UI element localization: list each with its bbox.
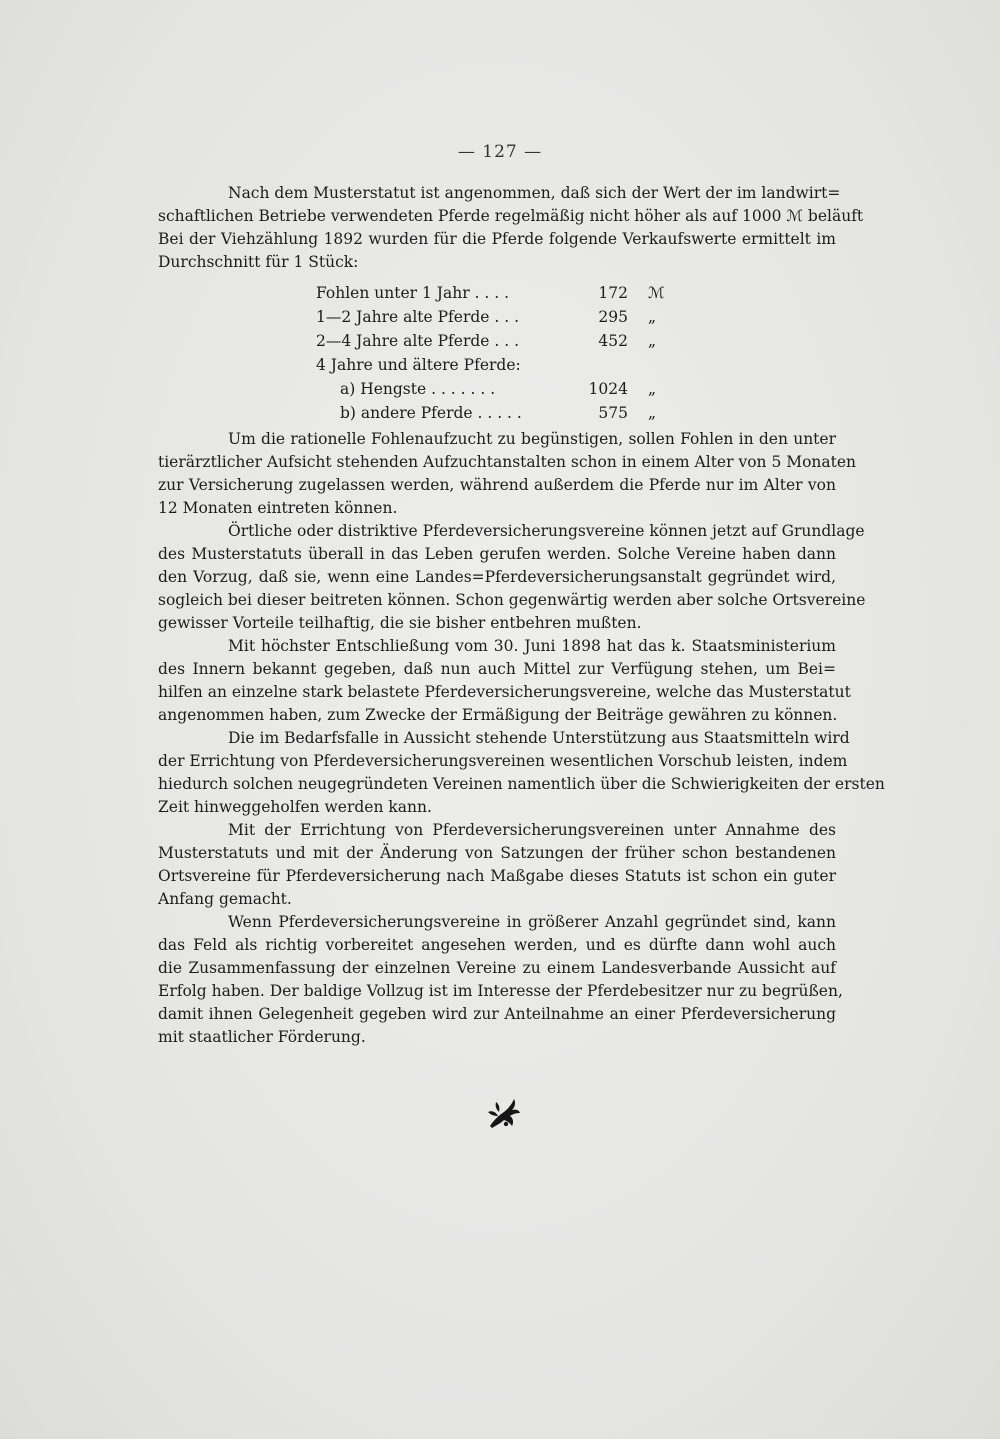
text-line: Durchschnitt für 1 Stück:	[158, 253, 359, 271]
row-label: Fohlen unter 1 Jahr . . . .	[316, 284, 510, 302]
text-line: Mit höchster Entschließung vom 30. Juni 1898 hat das k. Staatsministerium	[228, 637, 836, 655]
row-label: 1—2 Jahre alte Pferde . . .	[316, 308, 520, 326]
text-line: das Feld als richtig vorbereitet angesehen werden, und es dürfte dann wohl auch	[158, 936, 836, 954]
row-unit: „	[648, 404, 657, 422]
table-row	[316, 281, 676, 305]
row-value: 172	[598, 284, 628, 302]
text-line: Erfolg haben. Der baldige Vollzug ist im Interesse der Pferdebesitzer nur zu begrüßen,	[158, 982, 843, 1000]
text-line: Zeit hinweggeholfen werden kann.	[158, 798, 432, 816]
text-line: Anfang gemacht.	[158, 890, 292, 908]
text-line: Nach dem Musterstatut ist angenommen, daß sich der Wert der im landwirt=	[228, 184, 841, 202]
text-line: sogleich bei dieser beitreten können. Schon gegenwärtig werden aber solche Ortsvereine	[158, 591, 866, 609]
row-label: 4 Jahre und ältere Pferde:	[316, 356, 521, 374]
text-line: Mit der Errichtung von Pferdeversicherungsvereinen unter Annahme des	[228, 821, 836, 839]
table-row	[316, 305, 676, 329]
row-value: 1024	[588, 380, 628, 398]
page-number: — 127 —	[457, 142, 543, 162]
text-line: Wenn Pferdeversicherungsvereine in größerer Anzahl gegründet sind, kann	[228, 913, 836, 931]
intro-paragraph	[158, 182, 864, 274]
paragraph-ortsvereine	[158, 520, 866, 635]
text-line: Die im Bedarfsfalle in Aussicht stehende Unterstützung aus Staatsmitteln wird	[228, 729, 850, 747]
text-line: Ortsvereine für Pferdeversicherung nach Maßgabe dieses Statuts ist schon ein guter	[158, 867, 836, 885]
text-line: tierärztlicher Aufsicht stehenden Aufzuchtanstalten schon in einem Alter von 5 Monaten	[158, 453, 857, 471]
row-unit: „	[648, 308, 657, 326]
paragraph-errichtung	[158, 819, 836, 911]
text-line: Um die rationelle Fohlenaufzucht zu begünstigen, sollen Fohlen in den unter	[228, 430, 836, 448]
row-value: 295	[598, 308, 628, 326]
paragraph-landesverband	[158, 911, 843, 1049]
table-row	[316, 377, 676, 401]
text-line: hiedurch solchen neugegründeten Vereinen namentlich über die Schwierigkeiten der ersten	[158, 775, 885, 793]
text-line: mit staatlicher Förderung.	[158, 1028, 366, 1046]
text-line: die Zusammenfassung der einzelnen Vereine zu einem Landesverbande Aussicht auf	[158, 959, 836, 977]
text-line: des Musterstatuts überall in das Leben gerufen werden. Solche Vereine haben dann	[158, 545, 836, 563]
text-line: 12 Monaten eintreten können.	[158, 499, 398, 517]
text-line: angenommen haben, zum Zwecke der Ermäßigung der Beiträge gewähren zu können.	[158, 706, 838, 724]
fleuron-ornament-icon	[484, 1094, 524, 1134]
text-line: den Vorzug, daß sie, wenn eine Landes=Pferdeversicherungsanstalt gegründet wird,	[158, 568, 836, 586]
row-value: 452	[598, 332, 628, 350]
paragraph-fohlenaufzucht	[158, 428, 857, 520]
text-line: hilfen an einzelne stark belastete Pferdeversicherungsvereine, welche das Musterstatut	[158, 683, 851, 701]
row-value: 575	[598, 404, 628, 422]
row-label: a) Hengste . . . . . . .	[340, 380, 496, 398]
row-label: 2—4 Jahre alte Pferde . . .	[316, 332, 520, 350]
paragraph-entschliessung	[158, 635, 851, 727]
text-line: zur Versicherung zugelassen werden, während außerdem die Pferde nur im Alter von	[158, 476, 836, 494]
text-line: damit ihnen Gelegenheit gegeben wird zur Anteilnahme an einer Pferdeversicherung	[158, 1005, 836, 1023]
paragraph-unterstuetzung	[158, 727, 885, 819]
text-line: Musterstatuts und mit der Änderung von Satzungen der früher schon bestandenen	[158, 844, 836, 862]
text-line: Bei der Viehzählung 1892 wurden für die Pferde folgende Verkaufswerte ermittelt im	[158, 230, 836, 248]
table-row	[316, 401, 676, 425]
table-row	[316, 353, 676, 377]
row-unit: „	[648, 332, 657, 350]
row-label: b) andere Pferde . . . . .	[340, 404, 522, 422]
text-line: schaftlichen Betriebe verwendeten Pferde regelmäßig nicht höher als auf 1000 ℳ beläuft	[158, 207, 864, 225]
text-line: des Innern bekannt gegeben, daß nun auch Mittel zur Verfügung stehen, um Bei=	[158, 660, 836, 678]
row-unit: „	[648, 380, 657, 398]
table-row	[316, 329, 676, 353]
text-line: gewisser Vorteile teilhaftig, die sie bisher entbehren mußten.	[158, 614, 642, 632]
row-unit: ℳ	[648, 284, 665, 302]
price-table	[316, 281, 676, 425]
text-line: der Errichtung von Pferdeversicherungsvereinen wesentlichen Vorschub leisten, indem	[158, 752, 848, 770]
text-line: Örtliche oder distriktive Pferdeversicherungsvereine können jetzt auf Grundlage	[228, 522, 865, 540]
